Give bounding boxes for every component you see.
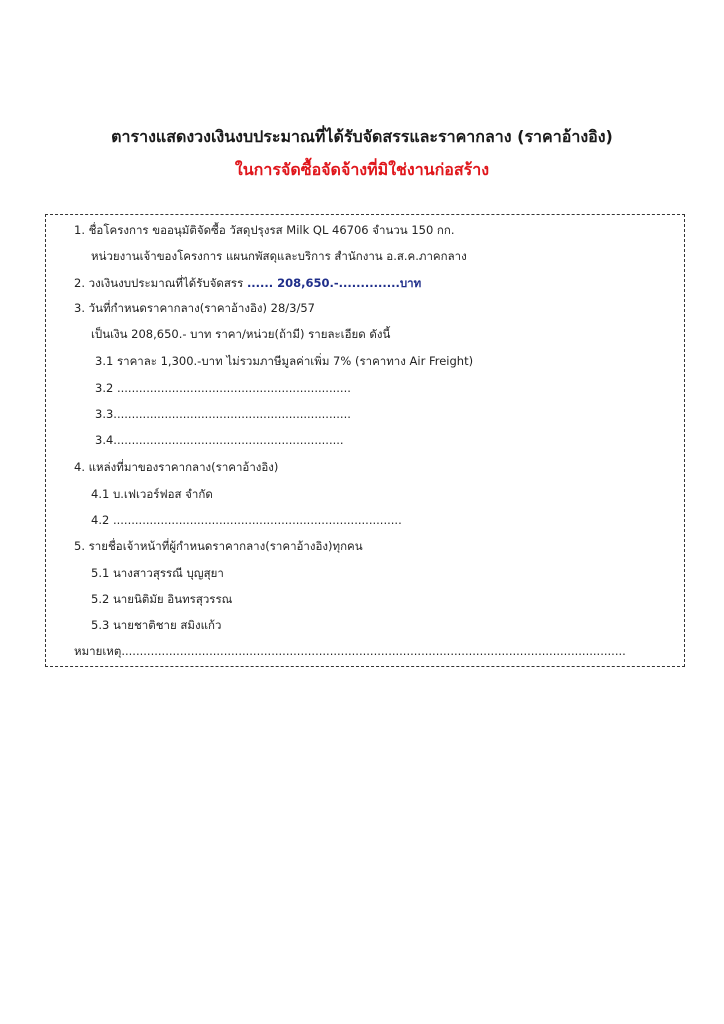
price-item-3-4: 3.4............................................................... — [95, 433, 344, 447]
price-item-3-1: 3.1 ราคาละ 1,300.-บาท ไม่รวมภาษีมูลค่าเพิ่ม 7% (ราคาทาง Air Freight) — [95, 354, 474, 368]
project-agency: หน่วยงานเจ้าของโครงการ แผนกพัสดุและบริการ สำนักงาน อ.ส.ค.ภาคกลาง — [91, 249, 467, 263]
document-title: ตารางแสดงวงเงินงบประมาณที่ได้รับจัดสรรและราคากลาง (ราคาอ้างอิง) — [111, 127, 613, 146]
officials-label: 5. รายชื่อเจ้าหน้าที่ผู้กำหนดราคากลาง(ราคาอ้างอิง)ทุกคน — [74, 539, 363, 553]
reference-price-date: 3. วันที่กำหนดราคากลาง(ราคาอ้างอิง) 28/3/57 — [74, 301, 315, 315]
budget-line — [74, 275, 421, 291]
price-source-label: 4. แหล่งที่มาของราคากลาง(ราคาอ้างอิง) — [74, 460, 279, 474]
official-5-3: 5.3 นายชาติชาย สมิงแก้ว — [91, 618, 222, 632]
remarks: หมายเหตุ.......................................................................................................................................... — [74, 644, 626, 658]
price-source-4-1: 4.1 บ.เฟเวอร์ฟอส จำกัด — [91, 487, 213, 501]
official-5-2: 5.2 นายนิติมัย อินทรสุวรรณ — [91, 592, 233, 606]
price-source-4-2: 4.2 ............................................................................... — [91, 513, 402, 527]
price-item-3-2: 3.2 ................................................................ — [95, 381, 351, 395]
reference-price-amount: เป็นเงิน 208,650.- บาท ราคา/หน่วย(ถ้ามี) รายละเอียด ดังนี้ — [91, 327, 391, 341]
project-name: 1. ชื่อโครงการ ขออนุมัติจัดซื้อ วัสดุปรุงรส Milk QL 46706 จำนวน 150 กก. — [74, 223, 455, 237]
price-item-3-3: 3.3................................................................. — [95, 407, 351, 421]
budget-label: 2. วงเงินงบประมาณที่ได้รับจัดสรร — [74, 276, 244, 290]
official-5-1: 5.1 นางสาวสุรรณี บุญสุยา — [91, 566, 224, 580]
budget-amount: ...... 208,650.-..............บาท — [246, 276, 422, 290]
document-subtitle: ในการจัดซื้อจัดจ้างที่มิใช่งานก่อสร้าง — [234, 160, 490, 179]
